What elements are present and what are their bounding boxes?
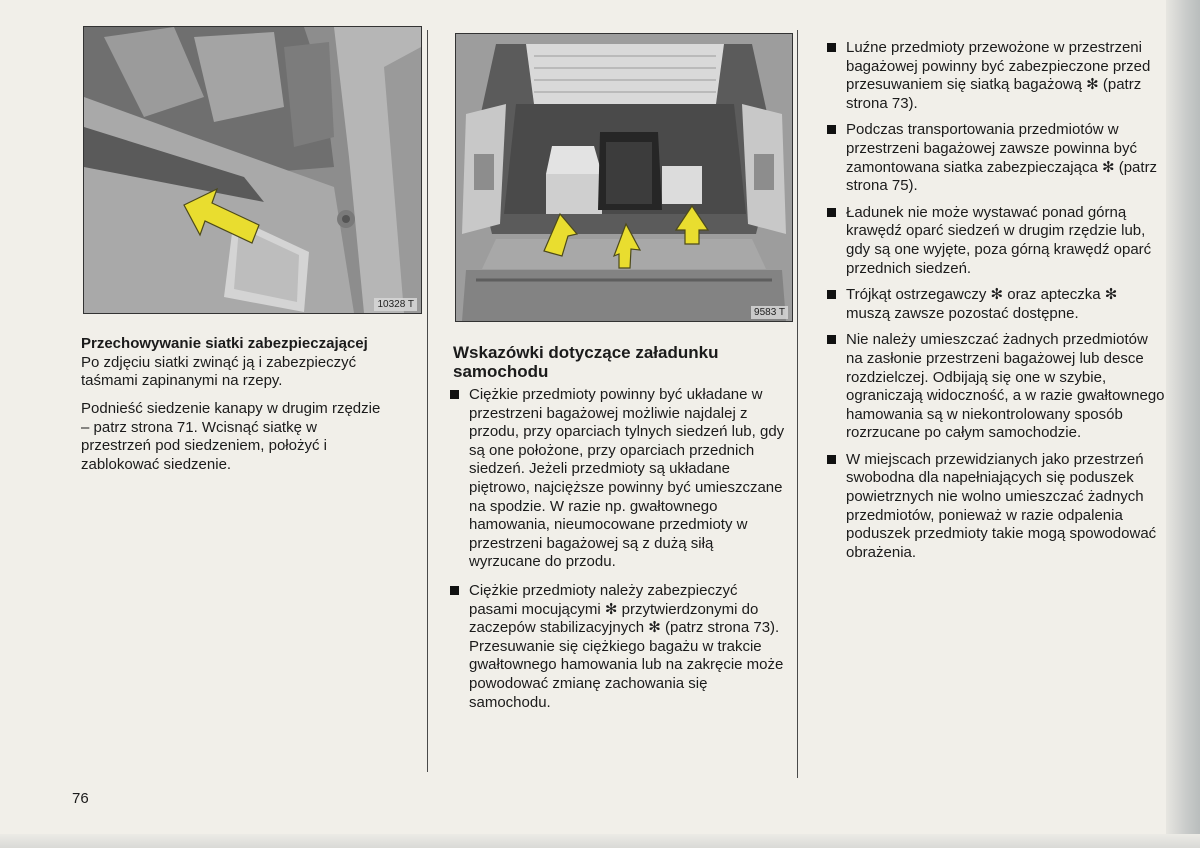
list-item-text: Trójkąt ostrzegawczy ✻ oraz apteczka ✻ muszą zawsze pozostać dostępne. [846,286,1118,322]
bullet-square [827,335,836,344]
bullet-square [827,43,836,52]
list-item-text: Ciężkie przedmioty należy zabezpieczyć pasami mocującymi ✻ przytwierdzonymi do zaczepów stabilizacyjnych ✻ (patrz strona 73). Przesuwanie się ciężkiego bagażu w trakcie gwałtownego hamowania lub na zakręcie może powodować zmianę zachowania się samochodu. [469,581,784,711]
list-item [827,331,1165,443]
list-item [827,204,1165,278]
column-divider-right [797,30,798,778]
left-column-paragraph [81,400,381,474]
middle-bullet-list [450,386,788,712]
figure-trunk-loading [455,33,793,322]
list-item [827,39,1165,113]
column-divider-left [427,30,428,772]
list-item [827,121,1165,195]
left-column-caption [81,335,416,391]
bullet-square [827,125,836,134]
page-bottom-edge [0,834,1200,848]
bullet-square [827,455,836,464]
page-edge-shadow [1166,0,1200,848]
caption-title: Przechowywanie siatki zabezpieczającej [81,335,368,352]
list-item-text: Podczas transportowania przedmiotów w przestrzeni bagażowej zawsze powinna być zamontowana siatka zabezpieczająca ✻ (patrz strona 75). [846,121,1158,195]
figure-net-storage [83,26,422,314]
list-item [450,386,788,572]
section-heading: Wskazówki dotyczące załadunku samochodu [453,343,719,381]
figure-code: 10328 T [374,298,417,311]
list-item [450,582,788,712]
caption-body: Po zdjęciu siatki zwinąć ją i zabezpieczyć taśmami zapinanymi na rzepy. [81,353,357,390]
bullet-square [827,208,836,217]
bullet-square [827,290,836,299]
list-item [827,451,1165,563]
right-bullet-list [827,39,1165,562]
list-item-text: W miejscach przewidzianych jako przestrzeń swobodna dla napełniających się poduszek powietrznych nie wolno umieszczać żadnych przedmiotów, ponieważ w razie odpalenia poduszek przedmioty takie mogą spowodować obrażenia. [846,450,1157,561]
list-item-text: Ładunek nie może wystawać ponad górną krawędź oparć siedzeń w drugim rzędzie lub, gdy są one wyjęte, poza górną krawędź oparć przednich siedzeń. [846,203,1152,277]
bullet-square [450,586,459,595]
bullet-square [450,390,459,399]
list-item-text: Ciężkie przedmioty powinny być układane w przestrzeni bagażowej możliwie najdalej z przodu, przy oparciach tylnych siedzeń lub, gdy są one położone, przy oparciach przednich siedzeń. Jeżeli przedmioty są układane piętrowo, najcięższe powinny być umieszczane na spodzie. W razie np. gwałtownego hamowania, nieumocowane przedmioty w przestrzeni bagażowej są z dużą siłą wyrzucane do przodu. [469,386,785,571]
list-item [827,286,1165,323]
page-number: 76 [72,790,89,807]
paragraph-text: Podnieść siedzenie kanapy w drugim rzędzie – patrz strona 71. Wcisnąć siatkę w przestrzeń pod siedzeniem, położyć i zablokować siedzenie. [81,400,381,473]
figure-code: 9583 T [751,306,788,319]
list-item-text: Nie należy umieszczać żadnych przedmiotów na zasłonie przestrzeni bagażowej lub desce rozdzielczej. Odbijają się one w szybie, ograniczają widoczność, a w razie gwałtownego hamowania są w niekontrolowany sposób rozrzucane po całym samochodzie. [846,331,1165,442]
list-item-text: Luźne przedmioty przewożone w przestrzeni bagażowej powinny być zabezpieczone przed przesuwaniem się siatką bagażową ✻ (patrz strona 73). [846,39,1151,112]
